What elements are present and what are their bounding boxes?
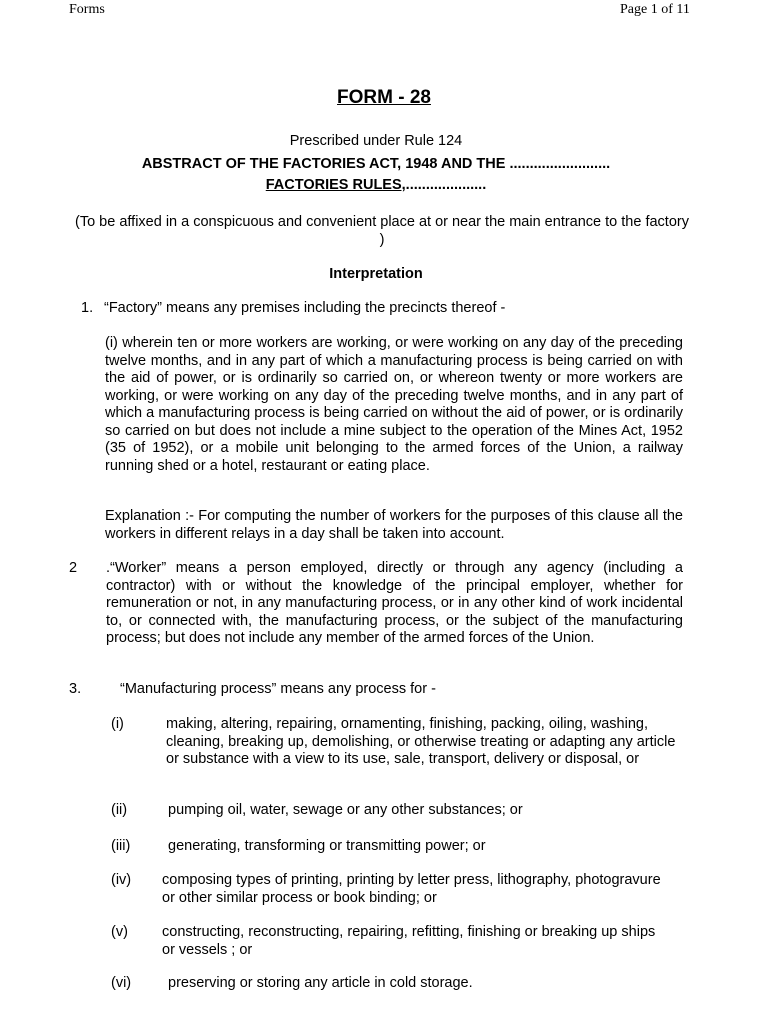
list-item-label: (i) bbox=[111, 716, 124, 732]
list-item-label: (vi) bbox=[111, 975, 132, 991]
running-header-page-number: Page 1 of 11 bbox=[620, 2, 690, 17]
list-item-text: preserving or storing any article in cold storage. bbox=[168, 975, 473, 991]
list-item-text: making, altering, repairing, ornamenting, finishing, packing, oiling, washing, cleaning, breaking up, demolishing, or otherwise treating or adapting any article or substance with a view to its use, sale, transport, delivery or disposal, or bbox=[166, 716, 676, 767]
definition-intro: “Manufacturing process” means any process for - bbox=[120, 681, 436, 697]
factories-rules-label: FACTORIES RULES, bbox=[265, 177, 406, 193]
list-item-text: pumping oil, water, sewage or any other substances; or bbox=[168, 802, 523, 818]
running-header-left: Forms bbox=[69, 2, 105, 17]
abstract-title-line2 bbox=[0, 177, 752, 195]
list-item-label: (iii) bbox=[111, 838, 131, 854]
list-item-text: generating, transforming or transmitting power; or bbox=[168, 838, 486, 854]
prescribed-rule: Prescribed under Rule 124 bbox=[289, 133, 463, 149]
definition-number: 2 bbox=[69, 560, 78, 576]
list-item-label: (iv) bbox=[111, 872, 132, 888]
definition-explanation: Explanation :- For computing the number of workers for the purposes of this clause all the workers in different relays in a day shall be taken into account. bbox=[105, 508, 683, 542]
definition-intro: “Factory” means any premises including the precincts thereof - bbox=[104, 300, 506, 316]
definition-number: 1. bbox=[81, 300, 94, 316]
list-item-text: constructing, reconstructing, repairing, refitting, finishing or breaking up ships or vessels ; or bbox=[162, 924, 656, 958]
affix-note: (To be affixed in a conspicuous and convenient place at or near the main entrance to the factory ) bbox=[75, 214, 689, 248]
form-title: FORM - 28 bbox=[337, 87, 431, 108]
definition-clause: (i) wherein ten or more workers are working, or were working on any day of the preceding twelve months, and in any part of which a manufacturing process is being carried on with the aid of power, or is ordinarily so carried on, or whereon twenty or more workers are working, or were working on any day of the preceding twelve months, and in any part of which a manufacturing process is being carried on without the aid of power, or is ordinarily so carried on but does not include a mine subject to the operation of the Mines Act, 1952 (35 of 1952), or a mobile unit belonging to the armed forces of the Union, a railway running shed or a hotel, restaurant or eating place. bbox=[105, 335, 683, 474]
interpretation-heading: Interpretation bbox=[329, 266, 423, 282]
abstract-title-line1: ABSTRACT OF THE FACTORIES ACT, 1948 AND THE ......................... bbox=[141, 156, 611, 172]
definition-number: 3. bbox=[69, 681, 82, 697]
list-item-text: composing types of printing, printing by letter press, lithography, photogravure or other similar process or book binding; or bbox=[162, 872, 661, 906]
factories-rules-dots: .................... bbox=[405, 177, 487, 193]
list-item-label: (v) bbox=[111, 924, 128, 940]
list-item-label: (ii) bbox=[111, 802, 128, 818]
definition-text: .“Worker” means a person employed, directly or through any agency (including a contractor) with or without the knowledge of the principal employer, whether for remuneration or not, in any manufacturing process, or in any other kind of work incidental to, or connected with, the manufacturing process, or the subject of the manufacturing process; but does not include any member of the armed forces of the Union. bbox=[106, 560, 683, 646]
